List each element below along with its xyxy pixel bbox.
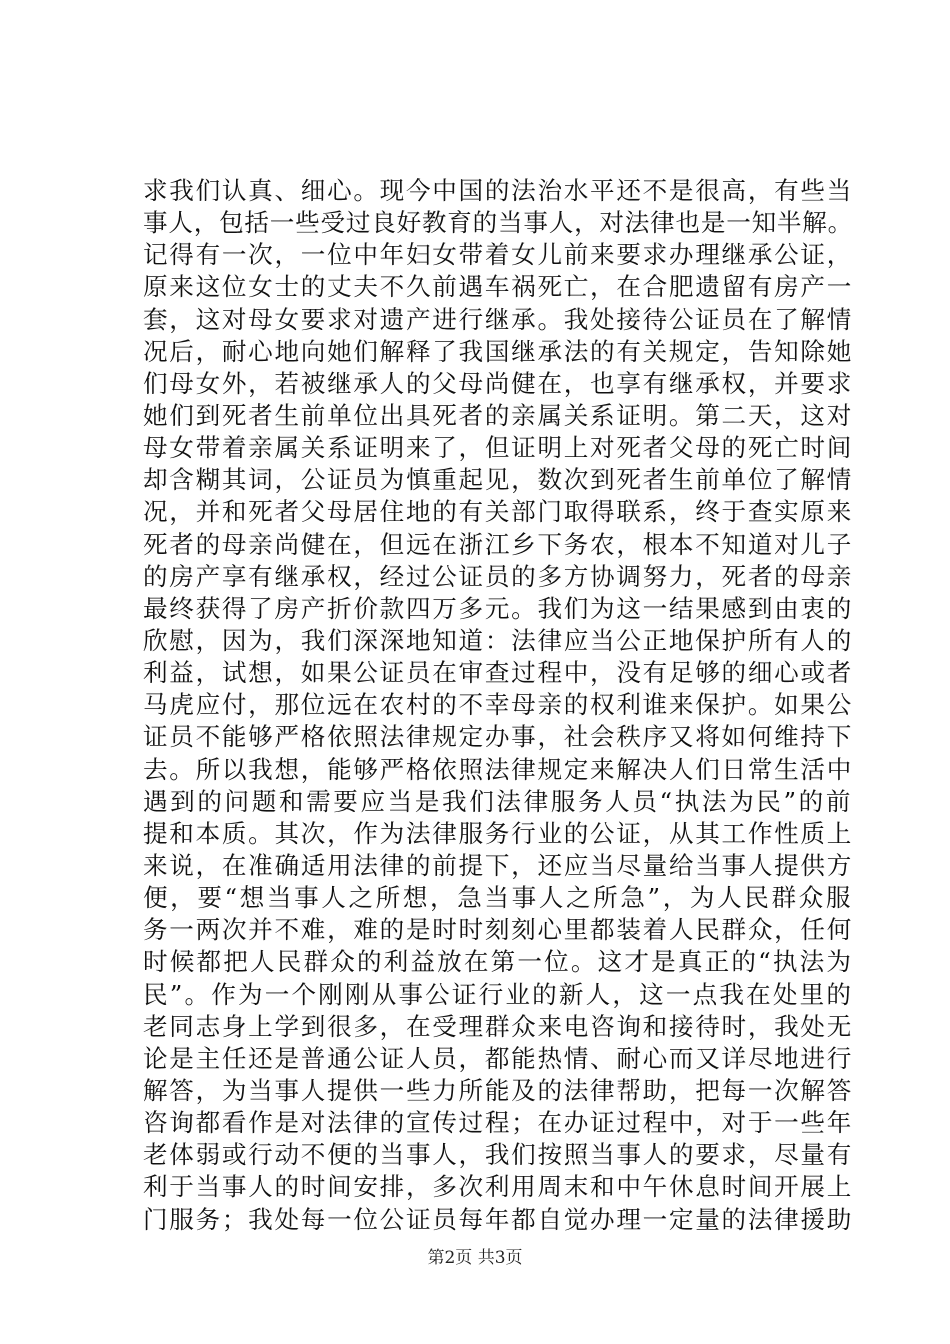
text-line: 证员不能够严格依照法律规定办事，社会秩序又将如何维持下 bbox=[143, 722, 853, 752]
text-line: 老体弱或行动不便的当事人，我们按照当事人的要求，尽量有 bbox=[143, 1140, 853, 1170]
text-line: 务一两次并不难，难的是时时刻刻心里都装着人民群众，任何 bbox=[143, 915, 853, 945]
text-line: 民”。作为一个刚刚从事公证行业的新人，这一点我在处里的 bbox=[143, 979, 854, 1009]
text-line: 她们到死者生前单位出具死者的亲属关系证明。第二天，这对 bbox=[143, 400, 853, 430]
text-line: 利益，试想，如果公证员在审查过程中，没有足够的细心或者 bbox=[143, 658, 853, 688]
text-line: 死者的母亲尚健在，但远在浙江乡下务农，根本不知道对儿子 bbox=[143, 529, 853, 559]
text-line: 原来这位女士的丈夫不久前遇车祸死亡，在合肥遗留有房产一 bbox=[143, 272, 853, 302]
text-line: 母女带着亲属关系证明来了，但证明上对死者父母的死亡时间 bbox=[143, 433, 853, 463]
text-line: 便，要“想当事人之所想，急当事人之所急”，为人民群众服 bbox=[143, 883, 853, 913]
text-line: 记得有一次，一位中年妇女带着女儿前来要求办理继承公证， bbox=[143, 240, 853, 270]
text-line: 况，并和死者父母居住地的有关部门取得联系，终于查实原来 bbox=[143, 497, 853, 527]
text-line: 况后，耐心地向她们解释了我国继承法的有关规定，告知除她 bbox=[143, 336, 853, 366]
text-line: 马虎应付，那位远在农村的不幸母亲的权利谁来保护。如果公 bbox=[143, 690, 853, 720]
text-line: 利于当事人的时间安排，多次利用周末和中午休息时间开展上 bbox=[143, 1172, 853, 1202]
text-line: 套，这对母女要求对遗产进行继承。我处接待公证员在了解情 bbox=[143, 304, 853, 334]
text-line: 解答，为当事人提供一些力所能及的法律帮助，把每一次解答 bbox=[143, 1075, 853, 1105]
text-line: 门服务；我处每一位公证员每年都自觉办理一定量的法律援助 bbox=[143, 1204, 853, 1234]
text-line: 遇到的问题和需要应当是我们法律服务人员“执法为民”的前 bbox=[143, 786, 853, 816]
text-line: 来说，在准确适用法律的前提下，还应当尽量给当事人提供方 bbox=[143, 850, 853, 880]
text-line: 咨询都看作是对法律的宣传过程；在办证过程中，对于一些年 bbox=[143, 1108, 853, 1138]
text-line: 们母女外，若被继承人的父母尚健在，也享有继承权，并要求 bbox=[143, 368, 853, 398]
page-number-footer: 第2页 共3页 bbox=[427, 1248, 523, 1268]
text-line: 去。所以我想，能够严格依照法律规定来解决人们日常生活中 bbox=[143, 754, 853, 784]
text-line: 时候都把人民群众的利益放在第一位。这才是真正的“执法为 bbox=[143, 947, 854, 977]
text-line: 事人，包括一些受过良好教育的当事人，对法律也是一知半解。 bbox=[143, 208, 853, 238]
text-line: 提和本质。其次，作为法律服务行业的公证，从其工作性质上 bbox=[143, 818, 853, 848]
body-paragraph bbox=[143, 175, 853, 1236]
text-line: 论是主任还是普通公证人员，都能热情、耐心而又详尽地进行 bbox=[143, 1043, 853, 1073]
text-line: 最终获得了房产折价款四万多元。我们为这一结果感到由衷的 bbox=[143, 593, 853, 623]
text-line: 老同志身上学到很多，在受理群众来电咨询和接待时，我处无 bbox=[143, 1011, 853, 1041]
text-line: 求我们认真、细心。现今中国的法治水平还不是很高，有些当 bbox=[143, 176, 853, 205]
text-line: 的房产享有继承权，经过公证员的多方协调努力，死者的母亲 bbox=[143, 561, 853, 591]
text-line: 却含糊其词，公证员为慎重起见，数次到死者生前单位了解情 bbox=[143, 465, 853, 495]
text-line: 欣慰，因为，我们深深地知道：法律应当公正地保护所有人的 bbox=[143, 625, 853, 655]
